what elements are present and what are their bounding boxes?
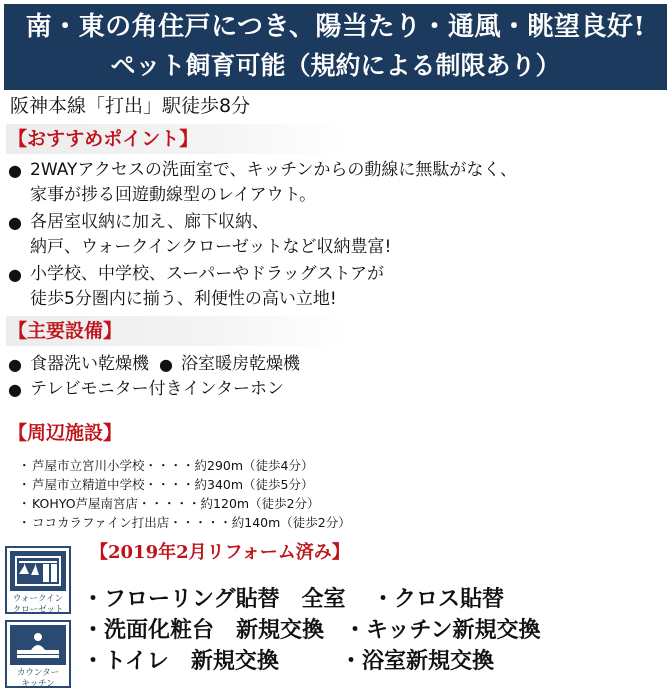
recommend-list [8, 158, 517, 314]
recommend-heading: 【おすすめポイント】 [6, 124, 346, 154]
facilities-heading: 【周辺施設】 [8, 422, 123, 444]
bullet-icon: ● [8, 265, 22, 284]
list-item [18, 456, 351, 475]
list-item [18, 513, 351, 532]
bullet-icon: ・ [18, 458, 31, 473]
icon-caption: クローゼット [12, 605, 64, 615]
bullet-icon: ● [8, 213, 22, 232]
recommend-item-text: 各居室収納に加え、廊下収納、 納戸、ウォークインクローゼットなど収納豊富! [30, 212, 392, 257]
facility-text: KOHYO芦屋南宮店・・・・・約120m（徒歩2分） [32, 496, 320, 511]
reform-item: ・トイレ 新規交換 [82, 648, 279, 674]
reform-list [82, 584, 662, 677]
facilities-list [18, 456, 351, 532]
reform-item: ・フローリング貼替 全室 [82, 586, 346, 612]
list-item [8, 158, 517, 208]
facility-text: 芦屋市立宮川小学校・・・・約290m（徒歩4分） [32, 458, 314, 473]
icon-caption: キッチン [21, 679, 55, 689]
bullet-icon: ・ [18, 496, 31, 511]
recommend-item-text: 2WAYアクセスの洗面室で、キッチンからの動線に無駄がなく、 家事が捗る回遊動線型のレイアウト。 [30, 160, 518, 205]
list-item [82, 615, 662, 646]
headline-line-1: 南・東の角住戸につき、陽当たり・通風・眺望良好! [25, 12, 646, 42]
recommend-item-text: 小学校、中学校、スーパーやドラッグストアが 徒歩5分圏内に揃う、利便性の高い立地! [30, 264, 384, 309]
equipment-heading: 【主要設備】 [6, 316, 346, 346]
list-item [159, 352, 300, 377]
list-item [8, 352, 149, 377]
equipment-item: テレビモニター付きインターホン [30, 379, 284, 399]
reform-item: ・洗面化粧台 新規交換 [82, 617, 325, 643]
bullet-icon: ● [8, 161, 22, 180]
headline-line-2: ペット飼育可能（規約による制限あり） [110, 51, 561, 80]
counter-kitchen-icon [5, 620, 71, 688]
reform-item: ・キッチン新規交換 [344, 617, 541, 643]
bullet-icon: ● [8, 355, 22, 374]
bullet-icon: ● [8, 380, 22, 399]
facility-text: ココカラファイン打出店・・・・・約140m（徒歩2分） [32, 515, 351, 530]
bullet-icon: ・ [18, 477, 31, 492]
facility-text: 芦屋市立精道中学校・・・・約340m（徒歩5分） [32, 477, 314, 492]
list-item [18, 475, 351, 494]
list-item [82, 646, 662, 677]
bullet-icon: ・ [18, 515, 31, 530]
list-item [8, 210, 517, 260]
equipment-list [8, 352, 310, 402]
list-item [18, 494, 351, 513]
icon-caption: ウォークイン [12, 594, 64, 604]
closet-pictogram [13, 554, 63, 588]
equipment-item: 食器洗い乾燥機 [30, 354, 149, 374]
list-item [82, 584, 662, 615]
reform-heading: 【2019年2月リフォーム済み】 [90, 542, 350, 563]
station-access: 阪神本線「打出」駅徒歩8分 [10, 95, 251, 117]
bullet-icon: ● [159, 355, 173, 374]
list-item [8, 377, 284, 402]
kitchen-pictogram [13, 628, 63, 662]
reform-item: ・浴室新規交換 [340, 648, 495, 674]
icon-caption: カウンター [16, 668, 60, 678]
list-item [8, 262, 517, 312]
equipment-item: 浴室暖房乾燥機 [181, 354, 300, 374]
walk-in-closet-icon [5, 546, 71, 614]
headline-banner [4, 4, 667, 90]
reform-item: ・クロス貼替 [372, 586, 505, 612]
